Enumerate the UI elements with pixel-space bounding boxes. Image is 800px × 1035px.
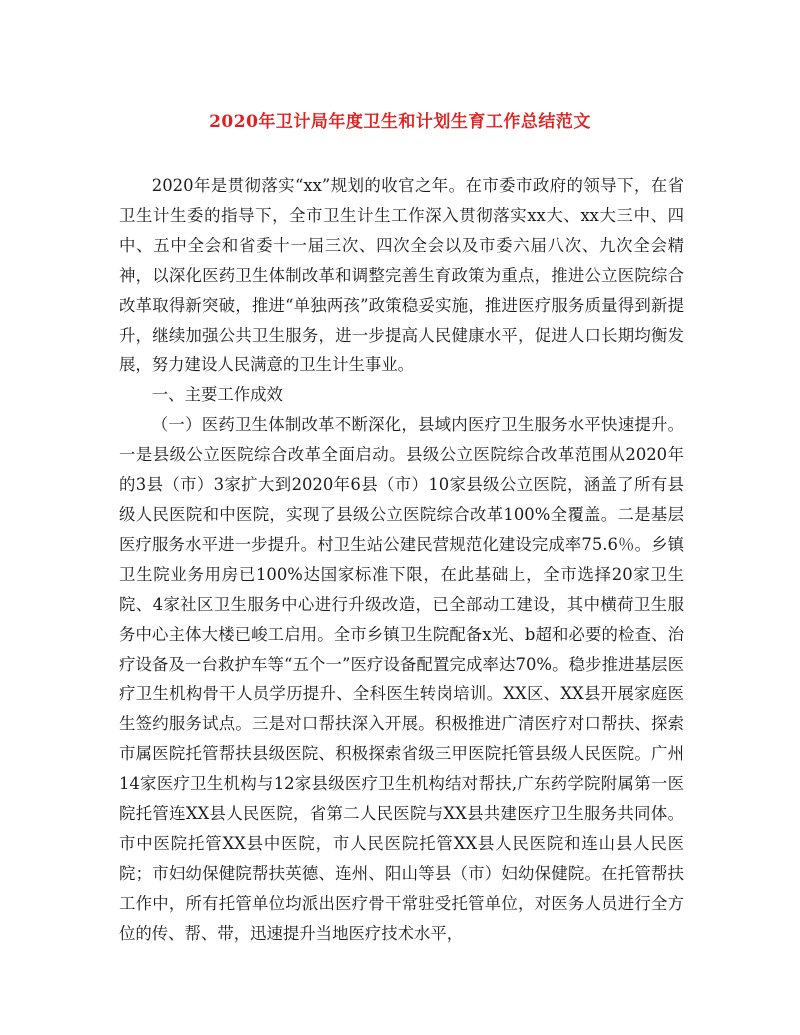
document-body	[119, 171, 684, 949]
paragraph-intro: 2020年是贯彻落实“xx”规划的收官之年。在市委市政府的领导下，在省卫生计生委的指导下，全市卫生计生工作深入贯彻落实xx大、xx大三中、四中、五中全会和省委十一届三次、四次全会以及市委六届八次、九次全会精神，以深化医药卫生体制改革和调整完善生育政策为重点，推进公立医院综合改革取得新突破，推进“单独两孩”政策稳妥实施，推进医疗服务质量得到新提升，继续加强公共卫生服务，进一步提高人民健康水平，促进人口长期均衡发展，努力建设人民满意的卫生计生事业。	[119, 176, 684, 375]
document-title: 2020年卫计局年度卫生和计划生育工作总结范文	[209, 112, 591, 132]
paragraph-reform: （一）医药卫生体制改革不断深化，县域内医疗卫生服务水平快速提升。一是县级公立医院综合改革全面启动。县级公立医院综合改革范围从2020年的3县（市）3家扩大到2020年6县（市）10家县级公立医院，涵盖了所有县级人民医院和中医院，实现了县级公立医院综合改革100%全覆盖。二是基层医疗服务水平进一步提升。村卫生站公建民营规范化建设完成率75.6％。乡镇卫生院业务用房已100%达国家标准下限，在此基础上，全市选择20家卫生院、4家社区卫生服务中心进行升级改造，已全部动工建设，其中横荷卫生服务中心主体大楼已峻工启用。全市乡镇卫生院配备x光、b超和必要的检查、治疗设备及一台救护车等“五个一”医疗设备配置完成率达70%。稳步推进基层医疗卫生机构骨干人员学历提升、全科医生转岗培训。XX区、XX县开展家庭医生签约服务试点。三是对口帮扶深入开展。积极推进广清医疗对口帮扶、探索市属医院托管帮扶县级医院、积极探索省级三甲医院托管县级人民医院。广州14家医疗卫生机构与12家县级医疗卫生机构结对帮扶,广东药学院附属第一医院托管连XX县人民医院，省第二人民医院与XX县共建医疗卫生服务共同体。市中医院托管XX县中医院，市人民医院托管XX县人民医院和连山县人民医院；市妇幼保健院帮扶英德、连州、阳山等县（市）妇幼保健院。在托管帮扶工作中，所有托管单位均派出医疗骨干常驻受托管单位，对医务人员进行全方位的传、帮、带，迅速提升当地医疗技术水平，	[119, 415, 684, 943]
section-heading: 一、主要工作成效	[151, 385, 283, 405]
